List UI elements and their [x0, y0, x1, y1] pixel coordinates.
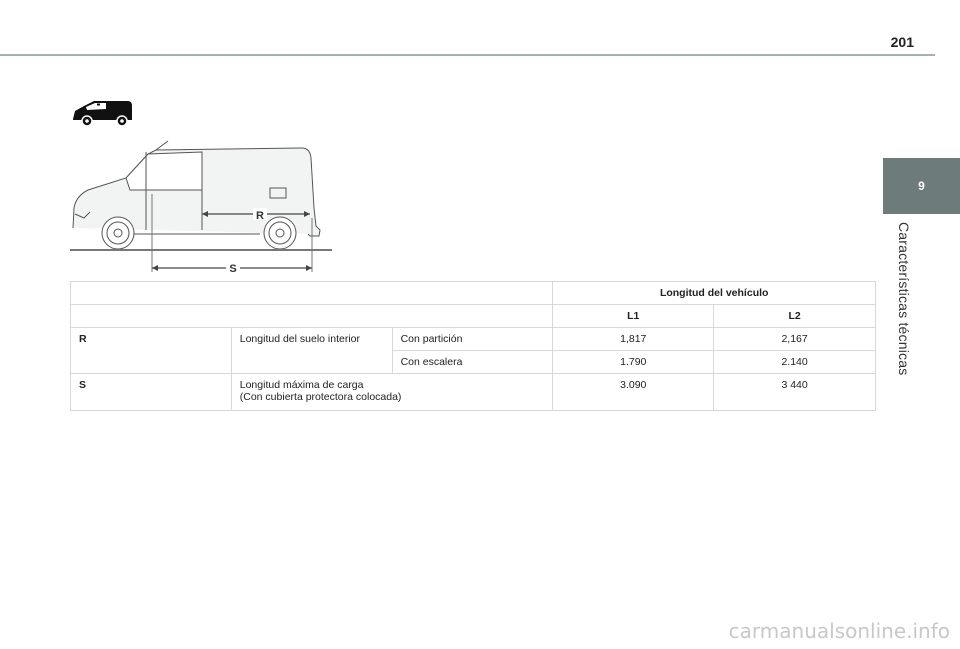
row-subcondition: Con partición — [392, 328, 553, 351]
row-l1-value: 1,817 — [553, 328, 714, 351]
header-l1: L1 — [553, 305, 714, 328]
watermark: carmanualsonline.info — [728, 619, 950, 643]
table-row — [71, 328, 876, 351]
chapter-tab[interactable] — [883, 158, 960, 214]
header-vehicle-length: Longitud del vehículo — [553, 282, 876, 305]
van-dimension-diagram — [70, 138, 332, 274]
row-code: S — [71, 374, 232, 411]
header-l2: L2 — [714, 305, 876, 328]
dimensions-table — [70, 281, 876, 411]
row-l2-value: 3 440 — [714, 374, 876, 411]
van-icon — [70, 97, 136, 129]
row-description-line: (Con cubierta protectora colocada) — [239, 391, 402, 403]
row-l2-value: 2.140 — [714, 351, 876, 374]
page-number: 201 — [890, 34, 914, 50]
row-subcondition: Con escalera — [392, 351, 553, 374]
table-row — [71, 374, 876, 411]
chapter-title: Características técnicas — [896, 222, 912, 376]
row-l2-value: 2,167 — [714, 328, 876, 351]
dimension-label-s: S — [229, 263, 237, 274]
row-l1-value: 3.090 — [553, 374, 714, 411]
dimension-label-r: R — [256, 210, 264, 222]
chapter-number: 9 — [918, 179, 925, 193]
row-description: Longitud del suelo interior — [231, 328, 392, 374]
table-subheader-row — [71, 305, 876, 328]
row-l1-value: 1.790 — [553, 351, 714, 374]
row-code: R — [71, 328, 232, 374]
row-description — [231, 374, 553, 411]
header-divider — [0, 54, 935, 56]
table-header-row — [71, 282, 876, 305]
row-description-line: Longitud máxima de carga — [239, 379, 364, 391]
